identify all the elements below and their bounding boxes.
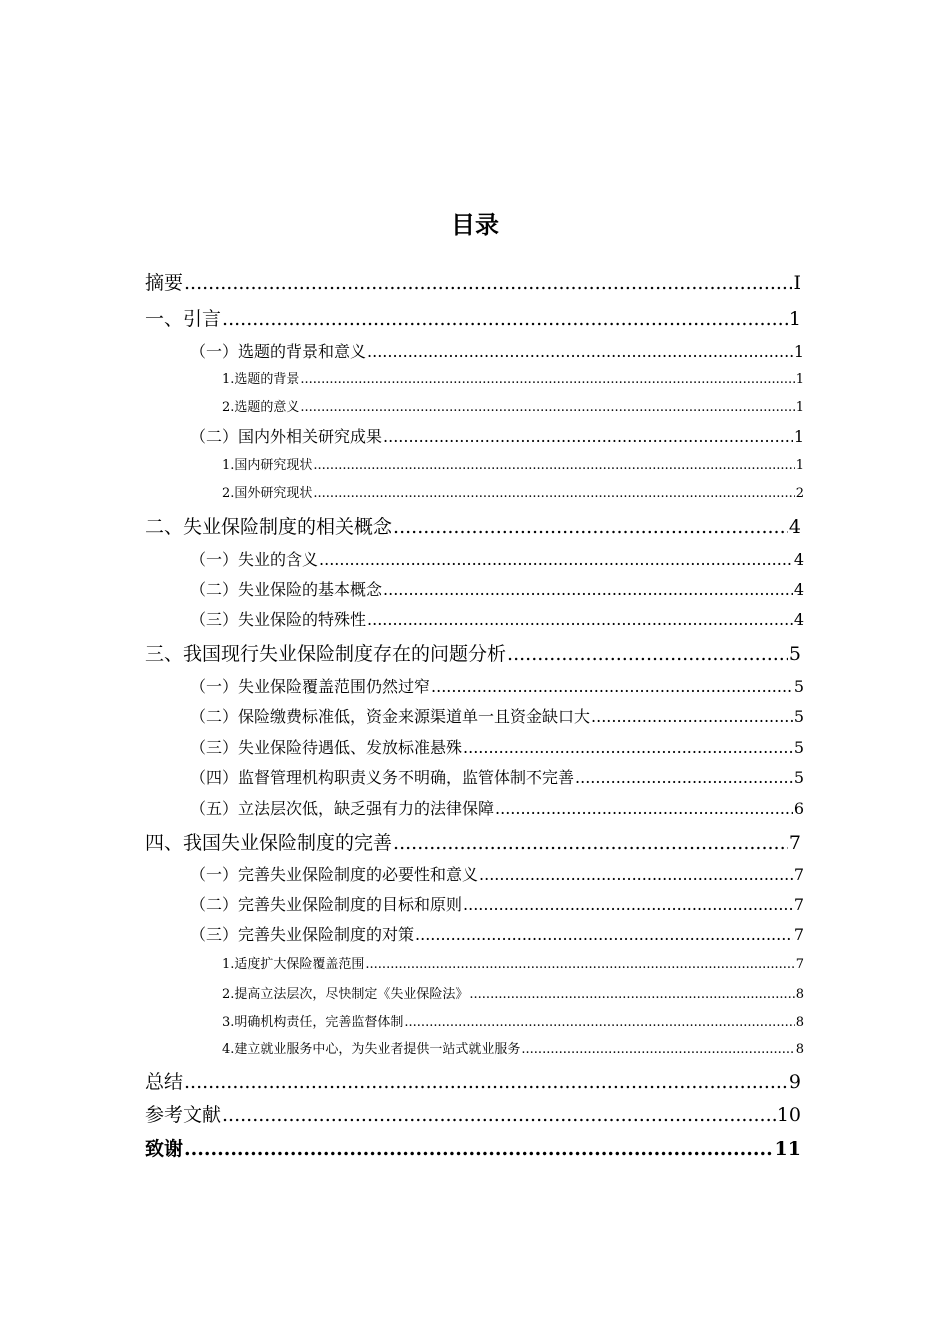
toc-entry-page-number: 4: [793, 550, 804, 569]
toc-entry-page-number: 7: [788, 832, 801, 854]
dot-leader: [313, 458, 794, 473]
toc-entry-label: 我国现行失业保险制度存在的问题分析: [183, 643, 507, 665]
dot-leader: [479, 865, 793, 884]
toc-entry-page-number: 9: [788, 1071, 801, 1093]
page-title: 目录: [451, 211, 499, 239]
toc-entry-page-number: 7: [793, 925, 804, 944]
toc-entry[interactable]: [222, 368, 804, 387]
toc-entry-label: 4.建立就业服务中心，为失业者提供一站式就业服务: [222, 1042, 521, 1057]
toc-entry-page-number: I: [793, 272, 801, 294]
dot-leader: [300, 400, 794, 415]
toc-entry[interactable]: [190, 339, 804, 362]
toc-entry-page-number: 7: [793, 865, 804, 884]
toc-entry-page-number: 7: [795, 957, 804, 972]
toc-entry-label: 2.国外研究现状: [222, 486, 313, 501]
toc-entry-label: 3.明确机构责任，完善监督体制: [222, 1015, 404, 1030]
toc-entry-label: 我国失业保险制度的完善: [183, 832, 393, 854]
toc-entry-label: 1.选题的背景: [222, 372, 300, 387]
dot-leader: [404, 1015, 794, 1030]
toc-entry[interactable]: [190, 577, 804, 600]
dot-leader: [415, 925, 793, 944]
dot-leader: [367, 610, 793, 629]
toc-entry[interactable]: [145, 1100, 801, 1127]
toc-entry-page-number: 6: [793, 799, 804, 818]
dot-leader: [507, 643, 788, 665]
toc-entry[interactable]: [190, 607, 804, 630]
toc-entry[interactable]: [145, 828, 801, 855]
toc-entry-page-number: 7: [793, 895, 804, 914]
toc-entry-label: 2.选题的意义: [222, 400, 300, 415]
dot-leader: [463, 738, 793, 757]
dot-leader: [319, 550, 793, 569]
toc-entry[interactable]: [190, 765, 804, 788]
toc-entry-page-number: 4: [793, 580, 804, 599]
toc-entry-number: 二、: [145, 516, 184, 538]
dot-leader: [521, 1042, 794, 1057]
dot-leader: [365, 957, 794, 972]
toc-entry-label: 失业保险制度的相关概念: [183, 516, 393, 538]
toc-entry-page-number: 2: [795, 486, 804, 501]
toc-entry-label: 摘要: [145, 272, 184, 294]
toc-entry[interactable]: [145, 512, 801, 539]
toc-entry-label: 致谢: [145, 1138, 184, 1160]
dot-leader: [184, 1138, 774, 1160]
toc-entry[interactable]: [190, 892, 804, 915]
toc-entry[interactable]: [222, 1038, 804, 1057]
toc-entry-page-number: 1: [793, 342, 804, 361]
toc-entry[interactable]: [190, 922, 804, 945]
dot-leader: [431, 677, 793, 696]
toc-entry[interactable]: [222, 983, 804, 1002]
toc-entry-page-number: 5: [793, 768, 804, 787]
toc-entry-label: （三）失业保险待遇低、发放标准悬殊: [190, 738, 463, 757]
toc-entry-page-number: 5: [788, 643, 801, 665]
toc-entry-label: （二）失业保险的基本概念: [190, 580, 383, 599]
toc-entry[interactable]: [190, 674, 804, 697]
toc-entry[interactable]: [190, 704, 804, 727]
toc-entry-page-number: 1: [795, 458, 804, 473]
dot-leader: [383, 427, 793, 446]
toc-entry[interactable]: [190, 862, 804, 885]
toc-entry-label: （三）失业保险的特殊性: [190, 610, 367, 629]
toc-entry[interactable]: [145, 639, 801, 666]
toc-entry-label: 1.国内研究现状: [222, 458, 313, 473]
toc-entry[interactable]: [190, 796, 804, 819]
toc-entry[interactable]: [145, 1067, 801, 1094]
toc-entry[interactable]: [190, 424, 804, 447]
toc-entry-label: （二）完善失业保险制度的目标和原则: [190, 895, 463, 914]
toc-entry-label: 总结: [145, 1071, 184, 1093]
toc-entry-label: 2.提高立法层次，尽快制定《失业保险法》: [222, 987, 469, 1002]
dot-leader: [469, 987, 794, 1002]
dot-leader: [184, 1071, 788, 1093]
toc-entry-page-number: 8: [795, 987, 804, 1002]
toc-entry-page-number: 10: [776, 1104, 801, 1126]
toc-entry-page-number: 1: [788, 308, 801, 330]
dot-leader: [300, 372, 794, 387]
toc-entry-label: 参考文献: [145, 1104, 222, 1126]
toc-entry-page-number: 5: [793, 738, 804, 757]
toc-entry-label: （一）失业的含义: [190, 550, 319, 569]
toc-entry-page-number: 4: [788, 516, 801, 538]
dot-leader: [313, 486, 794, 501]
toc-entry[interactable]: [222, 482, 804, 501]
dot-leader: [495, 799, 793, 818]
toc-entry-label: （五）立法层次低，缺乏强有力的法律保障: [190, 799, 495, 818]
toc-entry-page-number: 8: [795, 1042, 804, 1057]
toc-entry[interactable]: [190, 735, 804, 758]
dot-leader: [184, 272, 792, 294]
toc-entry[interactable]: [145, 1134, 801, 1161]
toc-entry-page-number: 8: [795, 1015, 804, 1030]
dot-leader: [393, 516, 788, 538]
toc-entry-number: 四、: [145, 832, 184, 854]
toc-entry-label: （三）完善失业保险制度的对策: [190, 925, 415, 944]
toc-entry-label: （四）监督管理机构职责义务不明确，监管体制不完善: [190, 768, 575, 787]
toc-entry-page-number: 1: [795, 372, 804, 387]
toc-entry-label: 引言: [183, 308, 222, 330]
dot-leader: [383, 580, 793, 599]
dot-leader: [393, 832, 788, 854]
toc-entry-label: （二）保险缴费标准低，资金来源渠道单一且资金缺口大: [190, 707, 591, 726]
toc-entry[interactable]: [222, 1011, 804, 1030]
toc-entry-label: （一）失业保险覆盖范围仍然过窄: [190, 677, 431, 696]
toc-entry[interactable]: [222, 953, 804, 972]
dot-leader: [367, 342, 793, 361]
toc-entry-page-number: 11: [774, 1138, 801, 1160]
toc-entry-label: 1.适度扩大保险覆盖范围: [222, 957, 365, 972]
dot-leader: [575, 768, 793, 787]
dot-leader: [222, 1104, 776, 1126]
toc-entry-page-number: 4: [793, 610, 804, 629]
toc-entry[interactable]: [190, 547, 804, 570]
toc-entry-page-number: 1: [793, 427, 804, 446]
dot-leader: [463, 895, 793, 914]
dot-leader: [591, 707, 793, 726]
dot-leader: [222, 308, 788, 330]
toc-entry[interactable]: [222, 454, 804, 473]
toc-entry[interactable]: [145, 304, 801, 331]
toc-entry-label: （一）选题的背景和意义: [190, 342, 367, 361]
toc-entry[interactable]: [222, 396, 804, 415]
toc-entry-number: 一、: [145, 308, 184, 330]
toc-entry-page-number: 5: [793, 707, 804, 726]
toc-entry-page-number: 5: [793, 677, 804, 696]
toc-entry-label: （一）完善失业保险制度的必要性和意义: [190, 865, 479, 884]
toc-entry[interactable]: [145, 268, 801, 295]
toc-entry-label: （二）国内外相关研究成果: [190, 427, 383, 446]
toc-entry-number: 三、: [145, 643, 184, 665]
toc-entry-page-number: 1: [795, 400, 804, 415]
